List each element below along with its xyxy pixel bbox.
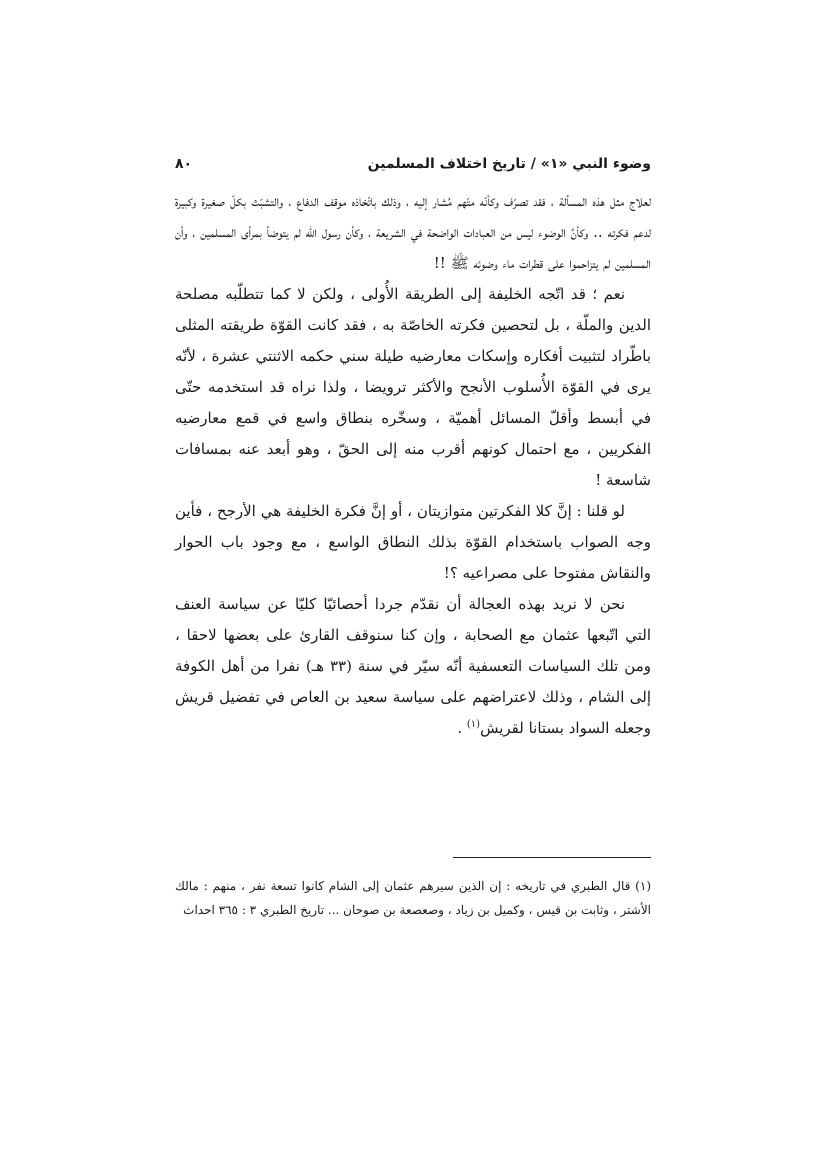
page-number: ٨٠ bbox=[175, 156, 193, 172]
running-header bbox=[175, 148, 651, 176]
closing-punctuation: . bbox=[457, 719, 467, 737]
footnote-divider bbox=[453, 857, 651, 858]
footnote-marker[interactable]: (١) bbox=[466, 719, 481, 730]
book-page bbox=[175, 148, 651, 948]
footnotes bbox=[175, 874, 651, 922]
paragraph-text: نحن لا نريد بهذه العجالة أن نقدّم جردا أحصائيّا كليّا عن سياسة العنف التي اتّبعها عثمان مع الصحابة ، وإن كنا سنوقف القارئ على بعضها لاحقا ، ومن تلك السياسات التعسفية أنّه سيّر في سنة (٣٣ هـ) نفرا من أهل الكوفة إلى الشام ، وذلك لاعتراضهم على سياسة سعيد بن العاص في تفضيل قريش وجعله السواد بستانا لقريش bbox=[175, 595, 651, 737]
paragraph: لعلاج مثل هذه المسألة ، فقد تصرّف وكأنّه متّهم مُشار إليه ، وذلك باتّخاذه موقف الدفاع ، والتشبّث بكلّ صغيرة وكبيرة لدعم فكرته .. وكأنَّ الوضوء ليس من العبادات الواضحة في الشريعة ، وكأن رسول الله لم يتوضأ بمرأى المسلمين ، وأن المسلمين لم يتزاحموا على قطرات ماء وضوئه ﷺ !! bbox=[175, 192, 651, 272]
footnote: (١) قال الطبري في تاريخه : إن الذين سيرهم عثمان إلى الشام كانوا تسعة نفر ، منهم : مالك الأشتر ، وثابت بن قيس ، وكميل بن زياد ، وصعصعة بن صوحان ... تاريخ الطبري ٣ : ٣٦٥ احداث bbox=[175, 879, 651, 917]
paragraph: نعم ؛ قد اتّجه الخليفة إلى الطريقة الأُولى ، ولكن لا كما تتطلّبه مصلحة الدين والملّة ، بل لتحصين فكرته الخاصّة به ، فقد كانت القوّة طريقته المثلى باطّراد لتثبيت أفكاره وإسكات معارضيه طيلة سني حكمه الاثنتي عشرة ، لأنّه يرى في القوّة الأُسلوب الأنجح والأكثر ترويضا ، ولذا نراه قد استخدمه حتّى في أبسط وأقلّ المسائل أهميّة ، وسخّره بنطاق واسع في قمع معارضيه الفكريين ، مع احتمال كونهم أقرب منه إلى الحقّ ، وهو أبعد عنه بمسافات شاسعة ! bbox=[175, 285, 651, 489]
paragraph: لو قلنا : إنَّ كلا الفكرتين متوازيتان ، أو إنَّ فكرة الخليفة هي الأرجح ، فأين وجه الصواب باستخدام القوّة بذلك النطاق الواسع ، مع وجود باب الحوار والنقاش مفتوحا على مصراعيه ؟! bbox=[175, 502, 651, 582]
running-title: وضوء النبي «١» / تاريخ اختلاف المسلمين bbox=[367, 156, 651, 172]
body-text bbox=[175, 186, 651, 744]
paragraph-with-footnote bbox=[175, 589, 651, 744]
